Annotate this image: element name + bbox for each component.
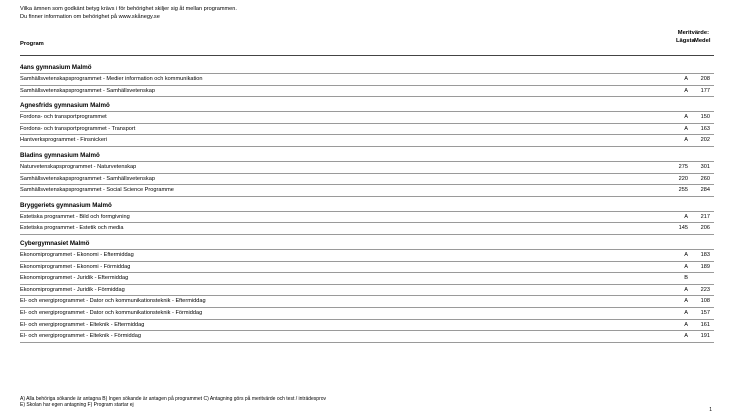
merit-lagsta: A: [684, 286, 688, 293]
table-row: [20, 161, 714, 173]
footnotes: [20, 396, 326, 408]
merit-medel: 177: [700, 87, 710, 94]
table-row: [20, 284, 714, 296]
table-row: [20, 222, 714, 235]
footnote-line-1: A) Alla behöriga sökande är antagna B) Ingen sökande är antagen på programmet C) Antagning görs på meritvärde och test / inträdesprov: [20, 396, 327, 402]
school-heading: 4ans gymnasium Malmö: [20, 64, 92, 71]
merit-medel: 208: [700, 76, 710, 82]
merit-lagsta: A: [684, 333, 688, 340]
program-name: Ekonomiprogrammet - Juridik - Förmiddag: [20, 286, 125, 293]
table-row: [20, 85, 714, 98]
merit-lagsta: 275: [678, 163, 688, 170]
table-row: [20, 111, 714, 123]
page-number: 1: [709, 407, 712, 413]
table-row: [20, 261, 714, 273]
school-heading: Bryggeriets gymnasium Malmö: [20, 201, 112, 209]
merit-lagsta: A: [684, 263, 688, 270]
merit-medel: 108: [700, 298, 710, 305]
program-name: Samhällsvetenskapsprogrammet - Medier information och kommunikation: [20, 76, 203, 82]
merit-medel: 206: [700, 225, 710, 232]
table-row: [20, 319, 714, 331]
merit-medel: 223: [700, 286, 710, 293]
program-name: El- och energiprogrammet - Dator och kommunikationsteknik - Förmiddag: [20, 309, 203, 316]
program-name: Estetiska programmet - Bild och formgivning: [20, 213, 130, 220]
table-row: [20, 123, 714, 135]
merit-lagsta: 145: [678, 225, 688, 232]
table-row: [20, 295, 714, 307]
merit-lagsta: A: [684, 125, 688, 132]
column-header-program: Program: [20, 41, 44, 47]
program-name: Samhällsvetenskapsprogrammet - Samhällsvetenskap: [20, 175, 155, 182]
program-name: Samhällsvetenskapsprogrammet - Samhällsvetenskap: [20, 87, 155, 94]
merit-medel: 183: [700, 251, 710, 258]
program-name: Ekonomiprogrammet - Ekonomi - Eftermiddag: [20, 251, 134, 258]
merit-lagsta: A: [684, 251, 688, 258]
program-name: Fordons- och transportprogrammet - Transport: [20, 125, 136, 132]
table-row: [20, 272, 714, 284]
program-name: Estetiska programmet - Estetik och media: [20, 225, 124, 232]
merit-lagsta: A: [684, 87, 688, 94]
table-row: [20, 249, 714, 261]
table-row: [20, 330, 714, 343]
program-name: Fordons- och transportprogrammet: [20, 114, 107, 121]
merit-lagsta: A: [684, 298, 688, 305]
merit-medel: 284: [700, 187, 710, 194]
merit-lagsta: A: [684, 137, 688, 144]
intro-text: [20, 5, 237, 21]
merit-lagsta: 255: [678, 187, 688, 194]
merit-lagsta: B: [684, 275, 688, 282]
program-name: Samhällsvetenskapsprogrammet - Social Science Programme: [20, 187, 174, 194]
table-row: [20, 73, 714, 85]
merit-lagsta: A: [684, 321, 688, 328]
merit-lagsta: A: [684, 76, 688, 82]
table-row: [20, 184, 714, 197]
merit-medel: 150: [700, 114, 710, 121]
merit-medel: 157: [700, 309, 710, 316]
merit-medel: 217: [700, 213, 710, 220]
program-name: El- och energiprogrammet - Elteknik - Eftermiddag: [20, 321, 145, 328]
program-table: [20, 59, 714, 343]
column-header-lagsta: Lägsta: [676, 38, 695, 44]
footnote-line-2: E) Skolan har egen antagning F) Program startar ej: [20, 402, 134, 408]
table-row: [20, 307, 714, 319]
merit-lagsta: A: [684, 114, 688, 121]
table-row: [20, 134, 714, 147]
program-name: Ekonomiprogrammet - Juridik - Eftermiddag: [20, 275, 129, 282]
intro-line-1: Vilka ämnen som godkänt betyg krävs i för behörighet skiljer sig åt mellan programmen.: [20, 6, 237, 12]
table-row: [20, 173, 714, 185]
program-name: Ekonomiprogrammet - Ekonomi - Förmiddag: [20, 263, 131, 270]
table-row: [20, 211, 714, 223]
school-heading: Cybergymnasiet Malmö: [20, 239, 90, 247]
merit-medel: 161: [700, 321, 710, 328]
header-divider: [20, 55, 714, 56]
merit-medel: 189: [700, 263, 710, 270]
program-name: El- och energiprogrammet - Elteknik - Förmiddag: [20, 333, 141, 340]
merit-lagsta: 220: [678, 175, 688, 182]
merit-lagsta: A: [684, 309, 688, 316]
intro-line-2: Du finner information om behörighet på www.skånegy.se: [20, 14, 160, 20]
merit-medel: 191: [700, 333, 710, 340]
column-header-medel: Medel: [694, 38, 711, 44]
program-name: El- och energiprogrammet - Dator och kommunikationsteknik - Eftermiddag: [20, 298, 206, 305]
program-name: Naturvetenskapsprogrammet - Naturvetenskap: [20, 163, 137, 170]
merit-medel: 163: [700, 125, 710, 132]
merit-medel: 301: [700, 163, 710, 170]
school-heading: Bladins gymnasium Malmö: [20, 151, 100, 159]
merit-lagsta: A: [684, 213, 688, 220]
column-header-merit: Meritvärde:: [677, 30, 709, 36]
program-name: Hantverksprogrammet - Finsnickeri: [20, 137, 108, 144]
merit-medel: 202: [700, 137, 710, 144]
merit-medel: 260: [700, 175, 710, 182]
school-heading: Agnesfrids gymnasium Malmö: [20, 102, 110, 110]
